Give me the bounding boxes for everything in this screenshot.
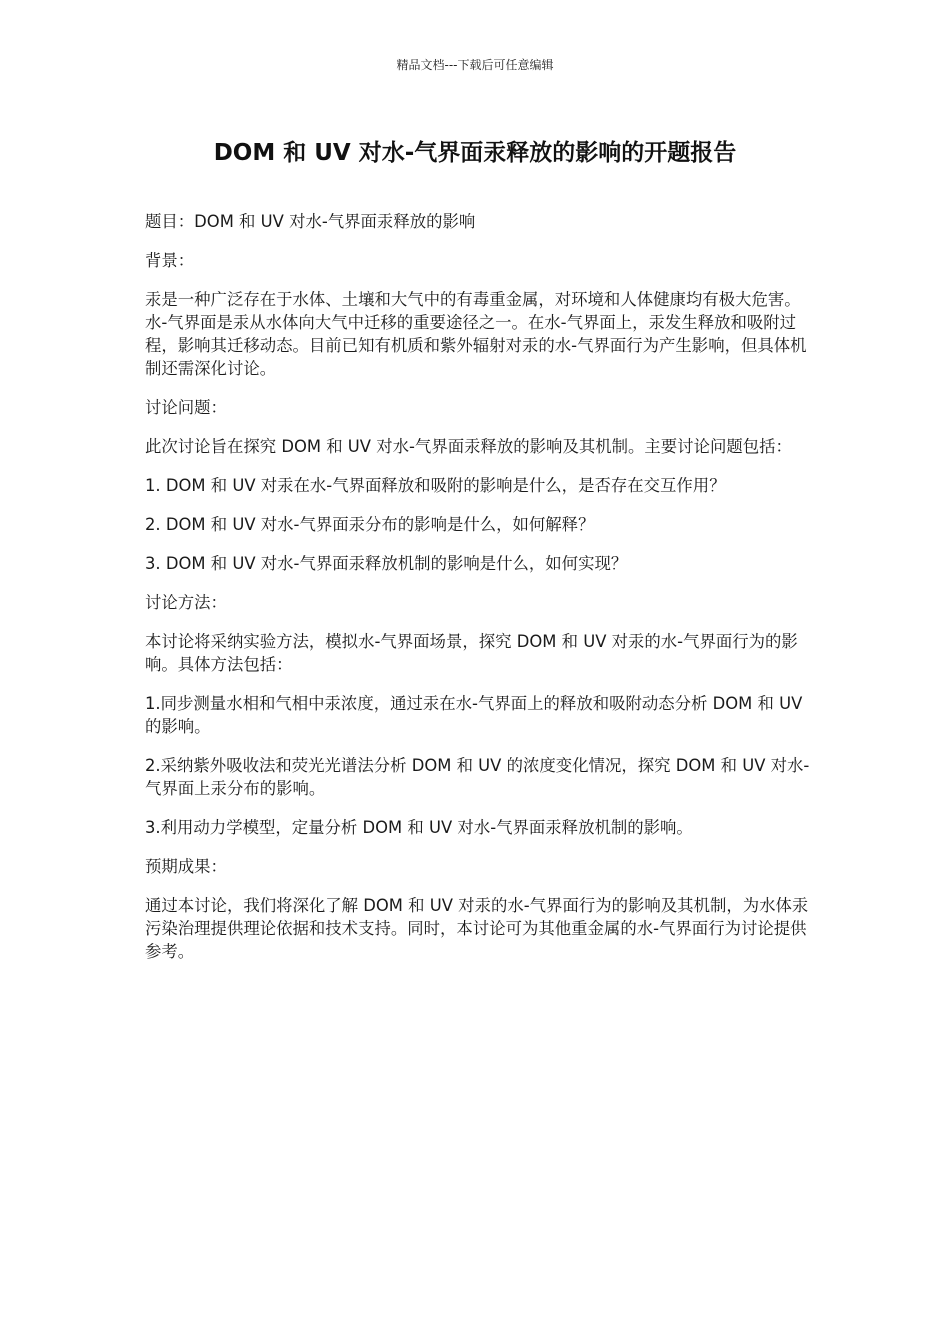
document-body <box>145 210 810 979</box>
method-item-3: 3.利用动力学模型，定量分析 DOM 和 UV 对水-气界面汞释放机制的影响。 <box>145 818 693 837</box>
topic-paragraph: 题目：DOM 和 UV 对水-气界面汞释放的影响 <box>145 212 476 231</box>
method-item-2: 2.采纳紫外吸收法和荧光光谱法分析 DOM 和 UV 的浓度变化情况，探究 DOM 和 UV 对水-气界面上汞分布的影响。 <box>145 756 810 798</box>
questions-intro-paragraph: 此次讨论旨在探究 DOM 和 UV 对水-气界面汞释放的影响及其机制。主要讨论问题包括： <box>145 437 792 456</box>
document-title: DOM 和 UV 对水-气界面汞释放的影响的开题报告 <box>213 140 737 166</box>
question-item-1: 1. DOM 和 UV 对汞在水-气界面释放和吸附的影响是什么，是否存在交互作用？ <box>145 476 726 495</box>
question-item-2: 2. DOM 和 UV 对水-气界面汞分布的影响是什么，如何解释？ <box>145 515 595 534</box>
header-note: 精品文档---下载后可任意编辑 <box>396 58 554 72</box>
background-paragraph: 汞是一种广泛存在于水体、土壤和大气中的有毒重金属，对环境和人体健康均有极大危害。水-气界面是汞从水体向大气中迁移的重要途径之一。在水-气界面上，汞发生释放和吸附过程，影响其迁移动态。目前已知有机质和紫外辐射对汞的水-气界面行为产生影响，但具体机制还需深化讨论。 <box>145 290 807 378</box>
methods-intro-paragraph: 本讨论将采纳实验方法，模拟水-气界面场景，探究 DOM 和 UV 对汞的水-气界面行为的影响。具体方法包括： <box>145 632 798 674</box>
method-item-1: 1.同步测量水相和气相中汞浓度，通过汞在水-气界面上的释放和吸附动态分析 DOM 和 UV 的影响。 <box>145 694 803 736</box>
section-heading-questions: 讨论问题： <box>145 398 227 417</box>
section-heading-background: 背景： <box>145 251 195 270</box>
outcomes-paragraph: 通过本讨论，我们将深化了解 DOM 和 UV 对汞的水-气界面行为的影响及其机制，为水体汞污染治理提供理论依据和技术支持。同时，本讨论可为其他重金属的水-气界面行为讨论提供参考。 <box>145 896 809 961</box>
section-heading-methods: 讨论方法： <box>145 593 227 612</box>
section-heading-outcomes: 预期成果： <box>145 857 227 876</box>
question-item-3: 3. DOM 和 UV 对水-气界面汞释放机制的影响是什么，如何实现？ <box>145 554 628 573</box>
